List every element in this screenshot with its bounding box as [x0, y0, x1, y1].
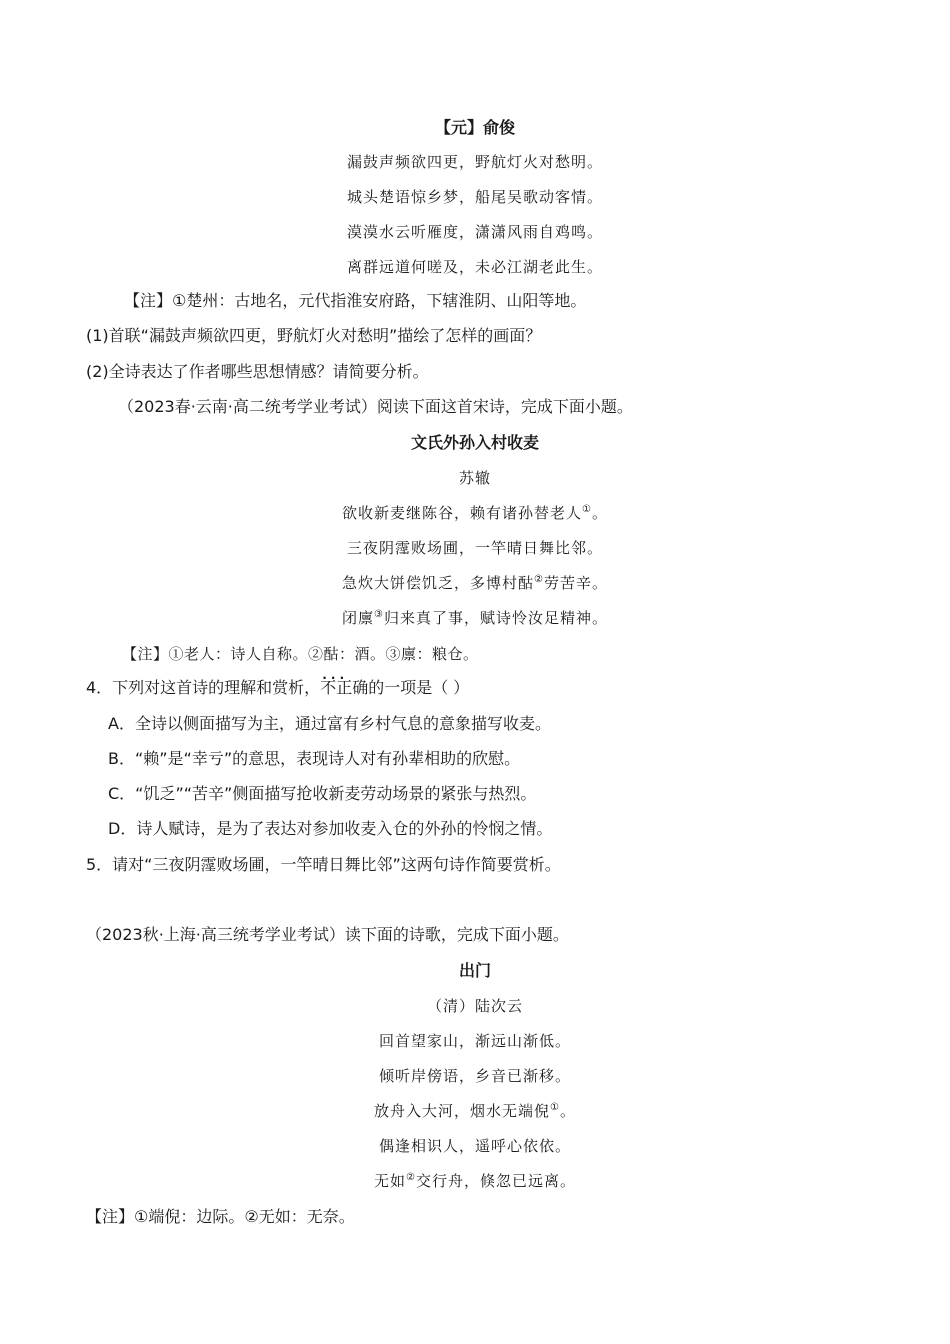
section2-poem-title: 文氏外孙入村收麦: [410, 433, 539, 452]
section2-line-3: [0, 572, 950, 594]
poem1-note: 【注】①楚州：古地名，元代指淮安府路，下辖淮阴、山阳等地。: [124, 291, 587, 310]
section2-author: 苏辙: [458, 469, 491, 487]
poem1-title: 【元】俞俊: [434, 118, 515, 137]
footnote-mark: ②: [534, 574, 544, 585]
line-end: 。: [559, 1102, 576, 1120]
section3-line-4: 偶逢相识人，遥呼心依依。: [378, 1137, 571, 1155]
line-end: 归来真了事，赋诗怜汝足精神。: [383, 609, 608, 627]
question-4: [86, 677, 469, 699]
question-5: 5．请对“三夜阴霪败场圃，一竿晴日舞比邻”这两句诗作简要赏析。: [86, 855, 561, 874]
section3-line-5: [0, 1170, 950, 1192]
option-a: A．全诗以侧面描写为主，通过富有乡村气息的意象描写收麦。: [108, 714, 551, 733]
footnote-mark: ①: [582, 504, 592, 515]
section3-line-3: [0, 1100, 950, 1122]
section3-note: 【注】①端倪：边际。②无如：无奈。: [86, 1207, 355, 1226]
footnote-mark: ③: [374, 609, 384, 620]
option-d: D．诗人赋诗，是为了表达对参加收麦入仓的外孙的怜悯之情。: [108, 819, 553, 838]
poem1-line-4: 离群远道何嗟及，未必江湖老此生。: [346, 258, 603, 276]
line-text: 欲收新麦继陈谷，赖有诸孙替老人: [342, 504, 583, 522]
line-end: 。: [591, 504, 608, 522]
poem1-line-1: 漏鼓声频欲四更，野航灯火对愁明。: [346, 153, 603, 171]
question-4-emphasis: · · · 不正确: [320, 678, 368, 697]
poem1-line-3: 漠漠水云听雁度，潇潇风雨自鸡鸣。: [346, 223, 603, 241]
line-text: 闭廪: [342, 609, 375, 627]
section3-poem-title: 出门: [458, 961, 491, 980]
line-text: 放舟入大河，烟水无端倪: [374, 1102, 551, 1120]
footnote-mark: ①: [550, 1102, 560, 1113]
footnote-mark: ②: [406, 1172, 416, 1183]
section2-line-1: [0, 502, 950, 524]
question-4-suffix: 的一项是（ ）: [368, 678, 470, 697]
section2-line-4: [0, 607, 950, 629]
question-4-prefix: 4．下列对这首诗的理解和赏析，: [86, 678, 321, 697]
line-text: 无如: [374, 1172, 407, 1190]
section3-line-1: 回首望家山，渐远山渐低。: [378, 1032, 571, 1050]
section3-line-2: 倾听岸傍语，乡音已渐移。: [378, 1067, 571, 1085]
line-end: 劳苦辛。: [543, 574, 608, 592]
section2-line-2: 三夜阴霪败场圃，一竿晴日舞比邻。: [346, 539, 603, 557]
poem1-question-2: (2)全诗表达了作者哪些思想情感？请简要分析。: [86, 362, 429, 381]
option-b: B．“赖”是“幸亏”的意思，表现诗人对有孙辈相助的欣慰。: [108, 749, 521, 768]
line-end: 交行舟，倏忽已远离。: [415, 1172, 576, 1190]
section3-author: （清）陆次云: [426, 997, 523, 1015]
poem1-question-1: (1)首联“漏鼓声频欲四更，野航灯火对愁明”描绘了怎样的画面？: [86, 326, 542, 345]
poem1-line-2: 城头楚语惊乡梦，船尾吴歌动客情。: [346, 188, 603, 206]
line-text: 急炊大饼偿饥乏，多博村酤: [342, 574, 535, 592]
option-c: C．“饥乏”“苦辛”侧面描写抢收新麦劳动场景的紧张与热烈。: [108, 784, 537, 803]
section2-note: 【注】①老人：诗人自称。②酤：酒。③廪：粮仓。: [122, 645, 479, 663]
section2-intro: （2023春·云南·高二统考学业考试）阅读下面这首宋诗，完成下面小题。: [118, 397, 633, 416]
section3-intro: （2023秋·上海·高三统考学业考试）读下面的诗歌，完成下面小题。: [86, 925, 569, 944]
